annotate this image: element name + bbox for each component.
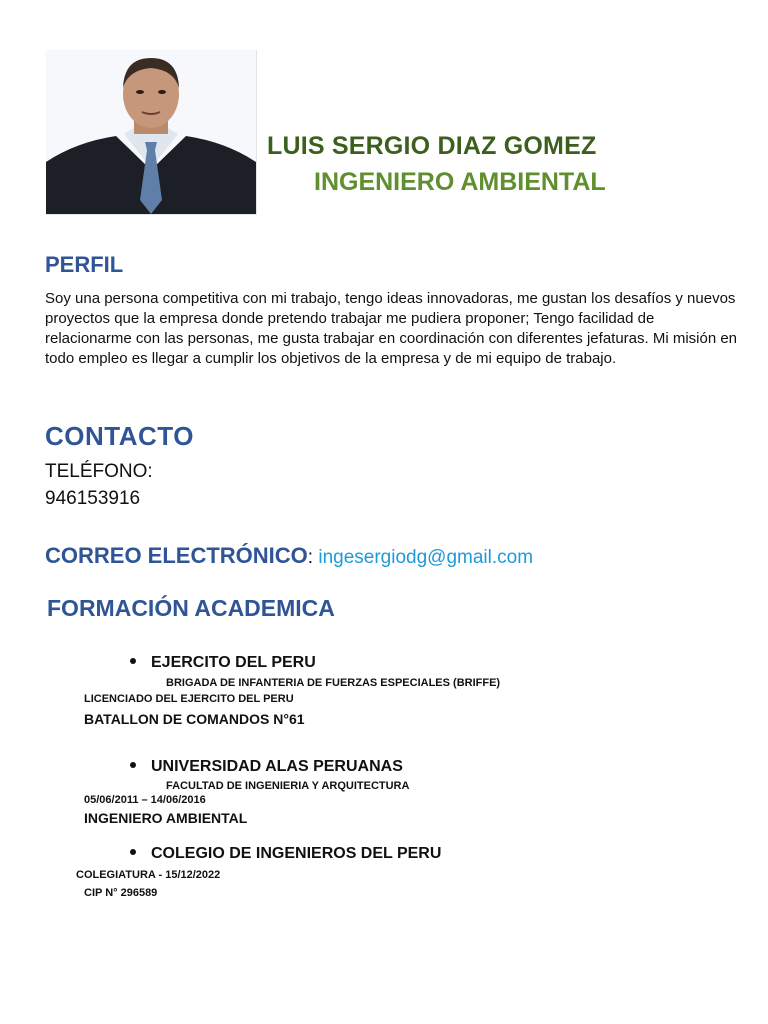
formacion-item-detail: FACULTAD DE INGENIERIA Y ARQUITECTURA <box>166 780 410 792</box>
formacion-heading: FORMACIÓN ACADEMICA <box>47 595 335 621</box>
correo-line <box>45 543 533 569</box>
profile-photo-illustration <box>46 50 256 214</box>
formacion-item-name: COLEGIO DE INGENIEROS DEL PERU <box>151 845 442 862</box>
formacion-item-detail: CIP N° 296589 <box>84 887 158 899</box>
telefono-label: TELÉFONO: <box>45 461 153 482</box>
formacion-item-detail: BRIGADA DE INFANTERIA DE FUERZAS ESPECIALES (BRIFFE) <box>166 677 501 689</box>
formacion-item-detail: BATALLON DE COMANDOS N°61 <box>84 711 305 727</box>
formacion-item-detail: INGENIERO AMBIENTAL <box>84 810 248 826</box>
telefono-value: 946153916 <box>45 488 141 509</box>
person-name: LUIS SERGIO DIAZ GOMEZ <box>267 132 597 160</box>
formacion-item-universidad <box>130 758 403 776</box>
perfil-text: Soy una persona competitiva con mi trabajo, tengo ideas innovadoras, me gustan los desafíos y nuevos proyectos que la empresa donde pretendo trabajar me pudiera proponer; Tengo facilidad de relacionarme con las personas, me gusta trabajar en coordinación con diferentes jefaturas. Mi misión en todo empleo es llegar a cumplir los objetivos de la empresa y de mi equipo de trabajo. <box>45 290 738 367</box>
bullet-icon <box>130 762 136 768</box>
formacion-item-detail: 05/06/2011 – 14/06/2016 <box>84 794 206 806</box>
formacion-item-detail: LICENCIADO DEL EJERCITO DEL PERU <box>84 693 294 705</box>
bullet-icon <box>130 658 136 664</box>
formacion-item-name: UNIVERSIDAD ALAS PERUANAS <box>151 758 403 775</box>
bullet-icon <box>130 849 136 855</box>
formacion-item-ejercito <box>130 654 316 672</box>
job-title: INGENIERO AMBIENTAL <box>314 168 606 196</box>
correo-email-link[interactable]: ingesergiodg@gmail.com <box>313 547 534 568</box>
perfil-heading: PERFIL <box>45 252 124 277</box>
correo-separator: : <box>307 547 314 568</box>
correo-label: CORREO ELECTRÓNICO <box>45 543 308 568</box>
formacion-item-colegio <box>130 845 441 863</box>
formacion-item-detail: COLEGIATURA - 15/12/2022 <box>76 869 221 881</box>
formacion-item-name: EJERCITO DEL PERU <box>151 654 316 671</box>
contacto-heading: CONTACTO <box>45 421 194 451</box>
profile-photo <box>46 50 257 215</box>
